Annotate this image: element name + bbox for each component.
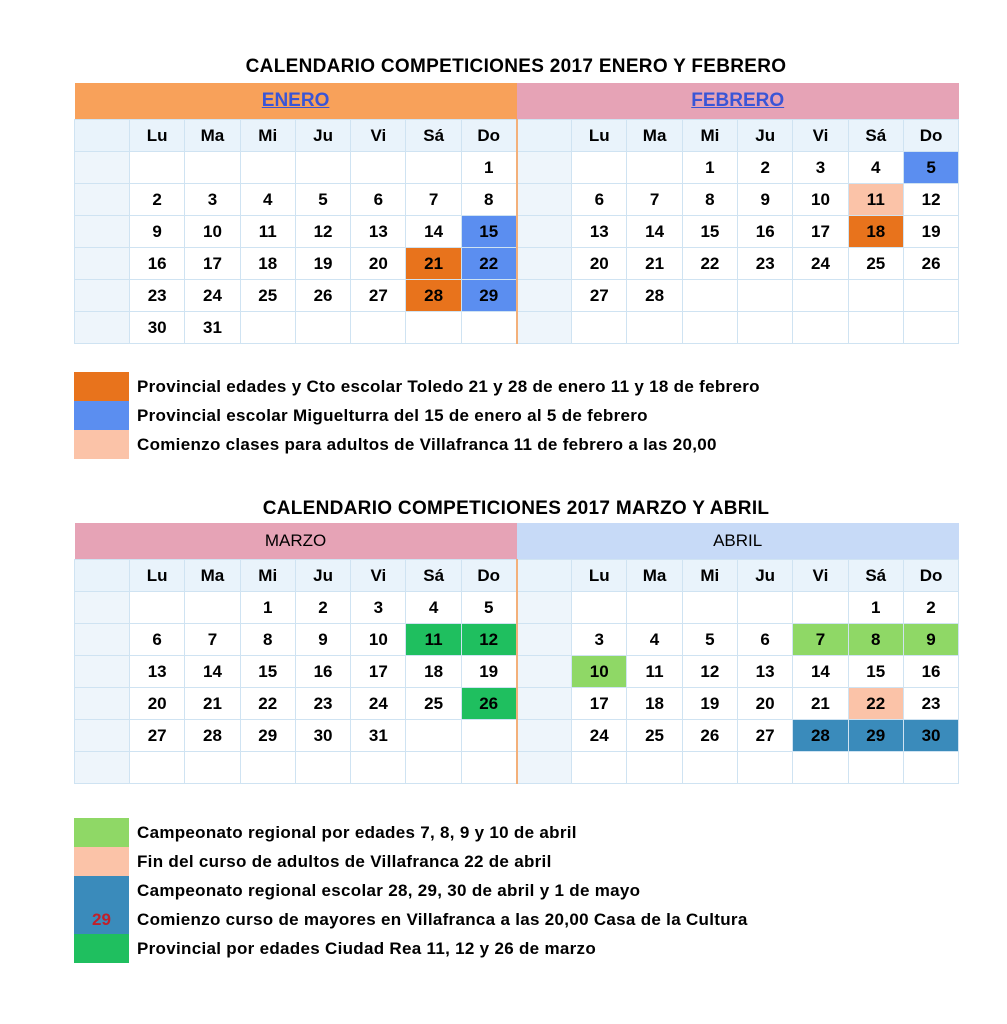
legend-swatch: [74, 847, 129, 876]
day-cell: 11: [240, 216, 295, 248]
week-number-cell: [517, 184, 572, 216]
week-number-cell: [517, 624, 572, 656]
day-cell: 7: [793, 624, 848, 656]
day-cell: 26: [461, 688, 516, 720]
day-cell: 27: [130, 720, 185, 752]
weekday-header: Lu: [130, 120, 185, 152]
legend-swatch: [74, 876, 129, 905]
empty-day-cell: [461, 752, 516, 784]
empty-day-cell: [130, 752, 185, 784]
day-cell: 1: [682, 152, 737, 184]
day-cell: 28: [185, 720, 240, 752]
day-cell: 29: [240, 720, 295, 752]
day-cell: 18: [848, 216, 903, 248]
legend-marzo-abril: [74, 818, 934, 963]
legend-enero-febrero: [74, 372, 934, 459]
day-cell: 26: [682, 720, 737, 752]
day-cell: 3: [185, 184, 240, 216]
weekday-header: Lu: [130, 560, 185, 592]
day-cell: 8: [848, 624, 903, 656]
empty-day-cell: [185, 752, 240, 784]
day-cell: 1: [848, 592, 903, 624]
day-cell: 10: [185, 216, 240, 248]
legend-swatch: [74, 430, 129, 459]
empty-day-cell: [793, 312, 848, 344]
week-number-cell: [75, 656, 130, 688]
day-cell: 23: [903, 688, 958, 720]
empty-day-cell: [351, 752, 406, 784]
day-cell: 9: [295, 624, 350, 656]
empty-day-cell: [461, 312, 516, 344]
day-cell: 4: [627, 624, 682, 656]
weekday-header: Sá: [848, 560, 903, 592]
day-cell: 6: [737, 624, 792, 656]
day-cell: 14: [406, 216, 461, 248]
legend-swatch: 29: [74, 905, 129, 934]
legend-text: Campeonato regional escolar 28, 29, 30 de abril y 1 de mayo: [137, 880, 641, 900]
day-cell: 17: [351, 656, 406, 688]
day-cell: 27: [351, 280, 406, 312]
week-column-header: [517, 120, 572, 152]
day-cell: 25: [240, 280, 295, 312]
day-cell: 30: [295, 720, 350, 752]
day-cell: 15: [461, 216, 516, 248]
empty-day-cell: [185, 592, 240, 624]
day-cell: 12: [461, 624, 516, 656]
day-cell: 11: [627, 656, 682, 688]
day-cell: 20: [351, 248, 406, 280]
weekday-header: Ma: [627, 120, 682, 152]
day-cell: 7: [185, 624, 240, 656]
day-cell: 23: [295, 688, 350, 720]
weekday-header: Ju: [295, 120, 350, 152]
legend-swatch: [74, 818, 129, 847]
day-cell: 11: [406, 624, 461, 656]
day-cell: 19: [461, 656, 516, 688]
day-cell: 28: [627, 280, 682, 312]
day-cell: 23: [738, 248, 793, 280]
empty-day-cell: [737, 592, 792, 624]
day-cell: 17: [793, 216, 848, 248]
legend-text: Provincial escolar Miguelturra del 15 de enero al 5 de febrero: [137, 405, 648, 425]
day-cell: 6: [572, 184, 627, 216]
empty-day-cell: [682, 280, 737, 312]
weekday-header: Lu: [572, 120, 627, 152]
day-cell: 21: [793, 688, 848, 720]
legend-text: Comienzo clases para adultos de Villafranca 11 de febrero a las 20,00: [137, 434, 717, 454]
day-cell: 7: [627, 184, 682, 216]
day-cell: 25: [406, 688, 461, 720]
month-header-febrero: [517, 83, 959, 120]
day-cell: 25: [627, 720, 682, 752]
day-cell: 8: [682, 184, 737, 216]
day-cell: 16: [130, 248, 185, 280]
weekday-header: Vi: [793, 560, 848, 592]
month-label: FEBRERO: [691, 90, 785, 111]
empty-day-cell: [351, 152, 406, 184]
day-cell: 6: [351, 184, 406, 216]
day-cell: 31: [185, 312, 240, 344]
week-number-cell: [517, 592, 572, 624]
weekday-header: Mi: [682, 560, 737, 592]
empty-day-cell: [737, 752, 792, 784]
day-cell: 21: [406, 248, 461, 280]
week-number-cell: [517, 688, 572, 720]
day-cell: 11: [848, 184, 903, 216]
day-cell: 22: [461, 248, 516, 280]
day-cell: 24: [572, 720, 627, 752]
day-cell: 1: [461, 152, 516, 184]
day-cell: 31: [351, 720, 406, 752]
month-label: MARZO: [264, 531, 327, 550]
legend-swatch: [74, 401, 129, 430]
week-number-cell: [75, 688, 130, 720]
day-cell: 2: [738, 152, 793, 184]
day-cell: 15: [240, 656, 295, 688]
empty-day-cell: [406, 752, 461, 784]
empty-day-cell: [627, 592, 682, 624]
calendar-enero-febrero: [74, 83, 959, 344]
calendar-marzo-abril: [74, 523, 959, 784]
empty-day-cell: [130, 592, 185, 624]
week-number-cell: [517, 152, 572, 184]
empty-day-cell: [572, 312, 627, 344]
empty-day-cell: [682, 312, 737, 344]
weekday-header: Sá: [848, 120, 903, 152]
weekday-header: Vi: [793, 120, 848, 152]
day-cell: 20: [737, 688, 792, 720]
week-number-cell: [75, 592, 130, 624]
empty-day-cell: [572, 752, 627, 784]
weekday-header: Do: [461, 560, 516, 592]
weekday-header: Lu: [572, 560, 627, 592]
week-number-cell: [75, 216, 130, 248]
empty-day-cell: [406, 720, 461, 752]
week-number-cell: [75, 280, 130, 312]
day-cell: 28: [406, 280, 461, 312]
empty-day-cell: [793, 280, 848, 312]
title-marzo-abril: CALENDARIO COMPETICIONES 2017 MARZO Y ABRIL: [262, 498, 770, 519]
day-cell: 30: [903, 720, 958, 752]
day-cell: 12: [682, 656, 737, 688]
day-cell: 24: [185, 280, 240, 312]
day-cell: 2: [903, 592, 958, 624]
weekday-header: Mi: [682, 120, 737, 152]
day-cell: 19: [903, 216, 958, 248]
weekday-header: Ma: [185, 560, 240, 592]
empty-day-cell: [903, 752, 958, 784]
day-cell: 13: [130, 656, 185, 688]
day-cell: 28: [793, 720, 848, 752]
week-number-cell: [75, 248, 130, 280]
empty-day-cell: [793, 592, 848, 624]
day-cell: 13: [572, 216, 627, 248]
empty-day-cell: [240, 312, 295, 344]
legend-item: [74, 372, 934, 401]
day-cell: 14: [793, 656, 848, 688]
day-cell: 16: [738, 216, 793, 248]
day-cell: 13: [737, 656, 792, 688]
day-cell: 16: [295, 656, 350, 688]
weekday-header: Ju: [738, 120, 793, 152]
empty-day-cell: [903, 280, 958, 312]
day-cell: 15: [682, 216, 737, 248]
empty-day-cell: [682, 752, 737, 784]
day-cell: 2: [295, 592, 350, 624]
empty-day-cell: [627, 152, 682, 184]
weekday-header: Ma: [185, 120, 240, 152]
day-cell: 13: [351, 216, 406, 248]
empty-day-cell: [848, 752, 903, 784]
day-cell: 20: [572, 248, 627, 280]
day-cell: 24: [351, 688, 406, 720]
day-cell: 14: [185, 656, 240, 688]
week-number-cell: [75, 184, 130, 216]
day-cell: 12: [295, 216, 350, 248]
day-cell: 26: [903, 248, 958, 280]
weekday-header: Mi: [240, 560, 295, 592]
day-cell: 22: [240, 688, 295, 720]
week-number-cell: [517, 656, 572, 688]
week-column-header: [517, 560, 572, 592]
week-column-header: [75, 120, 130, 152]
legend-swatch: [74, 372, 129, 401]
week-column-header: [75, 560, 130, 592]
empty-day-cell: [130, 152, 185, 184]
day-cell: 19: [682, 688, 737, 720]
day-cell: 17: [185, 248, 240, 280]
week-number-cell: [517, 216, 572, 248]
empty-day-cell: [351, 312, 406, 344]
day-cell: 3: [793, 152, 848, 184]
day-cell: 2: [130, 184, 185, 216]
weekday-header: Mi: [240, 120, 295, 152]
week-number-cell: [75, 752, 130, 784]
day-cell: 4: [848, 152, 903, 184]
day-cell: 14: [627, 216, 682, 248]
empty-day-cell: [295, 312, 350, 344]
weekday-header: Ju: [737, 560, 792, 592]
weekday-header: Do: [461, 120, 516, 152]
legend-swatch: [74, 934, 129, 963]
title-enero-febrero: CALENDARIO COMPETICIONES 2017 ENERO Y FEBRERO: [245, 56, 787, 77]
day-cell: 23: [130, 280, 185, 312]
month-label: ENERO: [261, 90, 330, 111]
month-header-enero: [75, 83, 517, 120]
day-cell: 8: [461, 184, 516, 216]
legend-item: [74, 847, 934, 876]
day-cell: 12: [903, 184, 958, 216]
day-cell: 18: [627, 688, 682, 720]
legend-item: [74, 430, 934, 459]
empty-day-cell: [793, 752, 848, 784]
day-cell: 22: [848, 688, 903, 720]
day-cell: 20: [130, 688, 185, 720]
empty-day-cell: [848, 280, 903, 312]
month-header-abril: [517, 523, 959, 560]
day-cell: 5: [295, 184, 350, 216]
empty-day-cell: [295, 752, 350, 784]
week-number-cell: [75, 152, 130, 184]
day-cell: 4: [406, 592, 461, 624]
legend-item: [74, 934, 934, 963]
empty-day-cell: [240, 752, 295, 784]
day-cell: 26: [295, 280, 350, 312]
weekday-header: Sá: [406, 560, 461, 592]
empty-day-cell: [295, 152, 350, 184]
day-cell: 9: [738, 184, 793, 216]
day-cell: 29: [848, 720, 903, 752]
day-cell: 25: [848, 248, 903, 280]
day-cell: 30: [130, 312, 185, 344]
empty-day-cell: [572, 592, 627, 624]
month-header-marzo: [75, 523, 517, 560]
day-cell: 1: [240, 592, 295, 624]
day-cell: 6: [130, 624, 185, 656]
day-cell: 16: [903, 656, 958, 688]
week-number-cell: [517, 752, 572, 784]
empty-day-cell: [682, 592, 737, 624]
empty-day-cell: [738, 312, 793, 344]
day-cell: 4: [240, 184, 295, 216]
weekday-header: Vi: [351, 560, 406, 592]
day-cell: 29: [461, 280, 516, 312]
legend-item: [74, 401, 934, 430]
day-cell: 3: [351, 592, 406, 624]
week-number-cell: [517, 312, 572, 344]
legend-text: Comienzo curso de mayores en Villafranca a las 20,00 Casa de la Cultura: [137, 909, 748, 929]
day-cell: 19: [295, 248, 350, 280]
legend-item: [74, 876, 934, 905]
day-cell: 9: [130, 216, 185, 248]
day-cell: 5: [903, 152, 958, 184]
weekday-header: Ma: [627, 560, 682, 592]
empty-day-cell: [627, 312, 682, 344]
day-cell: 9: [903, 624, 958, 656]
empty-day-cell: [406, 312, 461, 344]
day-cell: 7: [406, 184, 461, 216]
legend-text: Campeonato regional por edades 7, 8, 9 y 10 de abril: [137, 822, 577, 842]
day-cell: 15: [848, 656, 903, 688]
empty-day-cell: [240, 152, 295, 184]
empty-day-cell: [738, 280, 793, 312]
day-cell: 21: [627, 248, 682, 280]
day-cell: 22: [682, 248, 737, 280]
legend-text: Provincial edades y Cto escolar Toledo 21 y 28 de enero 11 y 18 de febrero: [137, 376, 760, 396]
week-number-cell: [517, 720, 572, 752]
day-cell: 8: [240, 624, 295, 656]
empty-day-cell: [848, 312, 903, 344]
week-number-cell: [517, 280, 572, 312]
day-cell: 27: [572, 280, 627, 312]
legend-text: Provincial por edades Ciudad Rea 11, 12 y 26 de marzo: [137, 938, 597, 958]
day-cell: 10: [793, 184, 848, 216]
day-cell: 5: [682, 624, 737, 656]
legend-item: [74, 818, 934, 847]
day-cell: 10: [351, 624, 406, 656]
week-number-cell: [75, 624, 130, 656]
week-number-cell: [75, 720, 130, 752]
legend-text: Fin del curso de adultos de Villafranca 22 de abril: [137, 851, 552, 871]
weekday-header: Vi: [351, 120, 406, 152]
empty-day-cell: [185, 152, 240, 184]
day-cell: 18: [240, 248, 295, 280]
weekday-header: Sá: [406, 120, 461, 152]
weekday-header: Ju: [295, 560, 350, 592]
empty-day-cell: [406, 152, 461, 184]
week-number-cell: [517, 248, 572, 280]
empty-day-cell: [572, 152, 627, 184]
day-cell: 18: [406, 656, 461, 688]
empty-day-cell: [903, 312, 958, 344]
weekday-header: Do: [903, 560, 958, 592]
day-cell: 27: [737, 720, 792, 752]
month-label: ABRIL: [713, 531, 763, 550]
day-cell: 3: [572, 624, 627, 656]
day-cell: 5: [461, 592, 516, 624]
legend-item: [74, 905, 934, 934]
day-cell: 21: [185, 688, 240, 720]
weekday-header: Do: [903, 120, 958, 152]
day-cell: 10: [572, 656, 627, 688]
empty-day-cell: [627, 752, 682, 784]
day-cell: 24: [793, 248, 848, 280]
empty-day-cell: [461, 720, 516, 752]
week-number-cell: [75, 312, 130, 344]
day-cell: 17: [572, 688, 627, 720]
